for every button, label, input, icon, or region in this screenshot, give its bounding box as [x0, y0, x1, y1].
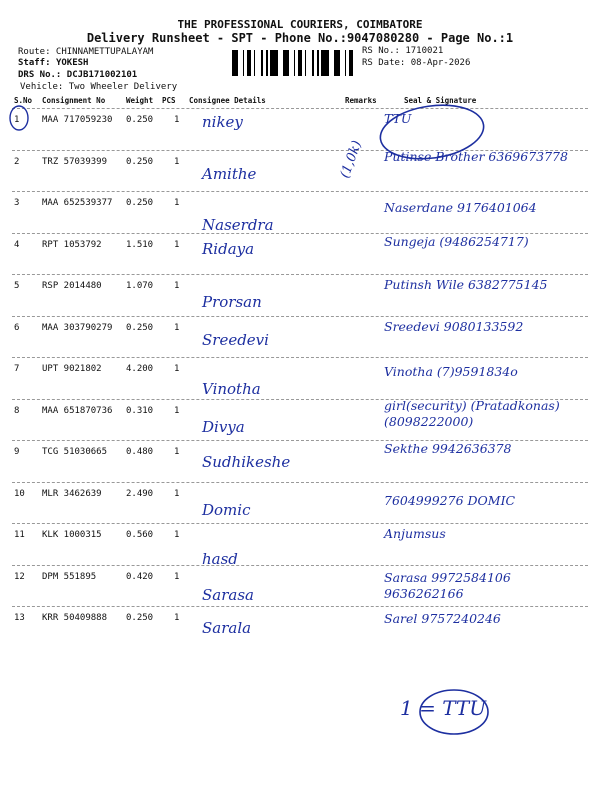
- row-pcs: 1: [174, 364, 180, 374]
- handwritten-consignee-name: Amithe: [202, 164, 257, 183]
- row-pcs: 1: [174, 530, 180, 540]
- col-sno: S.No: [14, 96, 33, 105]
- row-pcs: 1: [174, 447, 180, 457]
- handwritten-consignee-name: Sarasa: [202, 585, 254, 604]
- handwritten-signature: 7604999276 DOMIC: [384, 492, 516, 508]
- handwritten-consignee-name: Ridaya: [202, 239, 255, 258]
- handwritten-signature: Vinotha (7)9591834o: [384, 364, 518, 379]
- row-weight: 0.420: [126, 571, 154, 582]
- row-sno: 9: [14, 447, 20, 457]
- row-sno: 4: [14, 239, 20, 250]
- row-consignment: TCG 51030665: [42, 447, 108, 457]
- handwritten-signature: Sekthe 9942636378: [384, 441, 512, 456]
- handwritten-consignee-name: Vinotha: [202, 380, 261, 398]
- row-sno: 10: [14, 488, 25, 499]
- row-weight: 1.510: [126, 239, 154, 250]
- handwritten-signature: Sarasa 9972584106 9636262166: [384, 569, 511, 601]
- row-consignment: MLR 3462639: [42, 488, 102, 499]
- row-consignment: MAA 652539377: [42, 198, 113, 208]
- handwritten-signature: TTU: [384, 111, 412, 126]
- col-details: Consignee Details: [189, 96, 266, 105]
- rs-date: RS Date: 08-Apr-2026: [362, 58, 471, 68]
- row-consignment: TRZ 57039399: [42, 156, 108, 167]
- row-pcs: 1: [174, 405, 180, 416]
- handwritten-signature: Sungeja (9486254717): [384, 233, 529, 249]
- runsheet-subtitle: Delivery Runsheet - SPT - Phone No.:9047080280 - Page No.:1: [86, 31, 514, 45]
- handwritten-signature: Anjumsus: [384, 526, 446, 541]
- row-pcs: 1: [174, 156, 180, 167]
- row-consignment: MAA 717059230: [42, 115, 113, 125]
- row-consignment: KLK 1000315: [42, 530, 102, 540]
- row-weight: 0.250: [126, 115, 154, 125]
- signature-circle-mark: [377, 99, 487, 165]
- row-pcs: 1: [174, 488, 180, 499]
- side-note: (1,0k): [337, 138, 366, 181]
- row-consignment: RSP 2014480: [42, 281, 102, 291]
- row-sno: 7: [14, 364, 20, 374]
- col-weight: Weight: [126, 96, 154, 105]
- row-sno: 2: [14, 156, 20, 167]
- staff-label: Staff:: [18, 58, 51, 68]
- handwritten-consignee-name: Domic: [202, 500, 251, 519]
- drs-number: DCJB171002101: [66, 70, 138, 80]
- row-pcs: 1: [174, 613, 180, 623]
- row-weight: 0.250: [126, 322, 154, 333]
- handwritten-consignee-name: Naserdra: [202, 216, 274, 234]
- rs-number: RS No.: 1710021: [362, 46, 444, 56]
- row-sno: 12: [14, 571, 25, 582]
- row-consignment: RPT 1053792: [42, 239, 102, 250]
- row-pcs: 1: [174, 115, 180, 125]
- handwritten-consignee-name: hasd: [202, 550, 238, 568]
- handwritten-consignee-name: Prorsan: [202, 293, 262, 311]
- row-pcs: 1: [174, 281, 180, 291]
- row-pcs: 1: [174, 322, 180, 333]
- row-weight: 0.310: [126, 405, 154, 416]
- drs-label: DRS No.:: [18, 70, 62, 80]
- vehicle-text: Vehicle: Two Wheeler Delivery: [20, 82, 178, 92]
- sno-circle-mark: [10, 106, 28, 130]
- row-sno: 6: [14, 322, 20, 333]
- row-sno: 8: [14, 405, 20, 416]
- row-consignment: KRR 50409888: [42, 613, 108, 623]
- row-sno: 3: [14, 198, 20, 208]
- row-sno: 5: [14, 281, 20, 291]
- handwritten-consignee-name: Sudhikeshe: [202, 453, 291, 471]
- row-weight: 0.480: [126, 447, 154, 457]
- row-weight: 1.070: [126, 281, 154, 291]
- row-consignment: MAA 303790279: [42, 322, 113, 333]
- handwritten-signature: Putinsh Wile 6382775145: [384, 277, 548, 292]
- handwritten-consignee-name: nikey: [202, 113, 243, 131]
- row-weight: 2.490: [126, 488, 154, 499]
- col-seal: Seal & Signature: [404, 96, 477, 105]
- row-consignment: UPT 9021802: [42, 364, 102, 374]
- row-consignment: MAA 651870736: [42, 405, 113, 416]
- handwritten-signature: Sarel 9757240246: [384, 611, 501, 626]
- staff-name: YOKESH: [55, 58, 89, 68]
- col-consignment: Consignment No: [42, 96, 106, 105]
- handwritten-signature: Sreedevi 9080133592: [384, 318, 524, 334]
- row-sno: 13: [14, 613, 25, 623]
- row-weight: 4.200: [126, 364, 154, 374]
- handwritten-consignee-name: Divya: [202, 417, 245, 436]
- col-pcs: PCS: [162, 96, 176, 105]
- row-sno: 11: [14, 530, 25, 540]
- handwritten-signature: Putinse Brother 6369673778: [384, 148, 568, 164]
- col-remarks: Remarks: [345, 96, 377, 105]
- handwritten-consignee-name: Sreedevi: [202, 330, 269, 349]
- handwritten-signature: Naserdane 9176401064: [384, 200, 537, 215]
- row-weight: 0.250: [126, 613, 154, 623]
- row-weight: 0.560: [126, 530, 154, 540]
- row-pcs: 1: [174, 571, 180, 582]
- row-consignment: DPM 551895: [42, 571, 97, 582]
- row-sno: 1: [14, 115, 20, 125]
- row-weight: 0.250: [126, 156, 154, 167]
- company-title: THE PROFESSIONAL COURIERS, COIMBATORE: [177, 18, 423, 31]
- handwritten-signature: girl(security) (Pratadkonas)(8098222000): [384, 397, 560, 429]
- row-pcs: 1: [174, 239, 180, 250]
- row-pcs: 1: [174, 198, 180, 208]
- row-weight: 0.250: [126, 198, 154, 208]
- final-mark: 1 = TTU: [400, 696, 487, 720]
- handwritten-consignee-name: Sarala: [202, 619, 252, 637]
- route-text: Route: CHINNAMETTUPALAYAM: [18, 47, 154, 57]
